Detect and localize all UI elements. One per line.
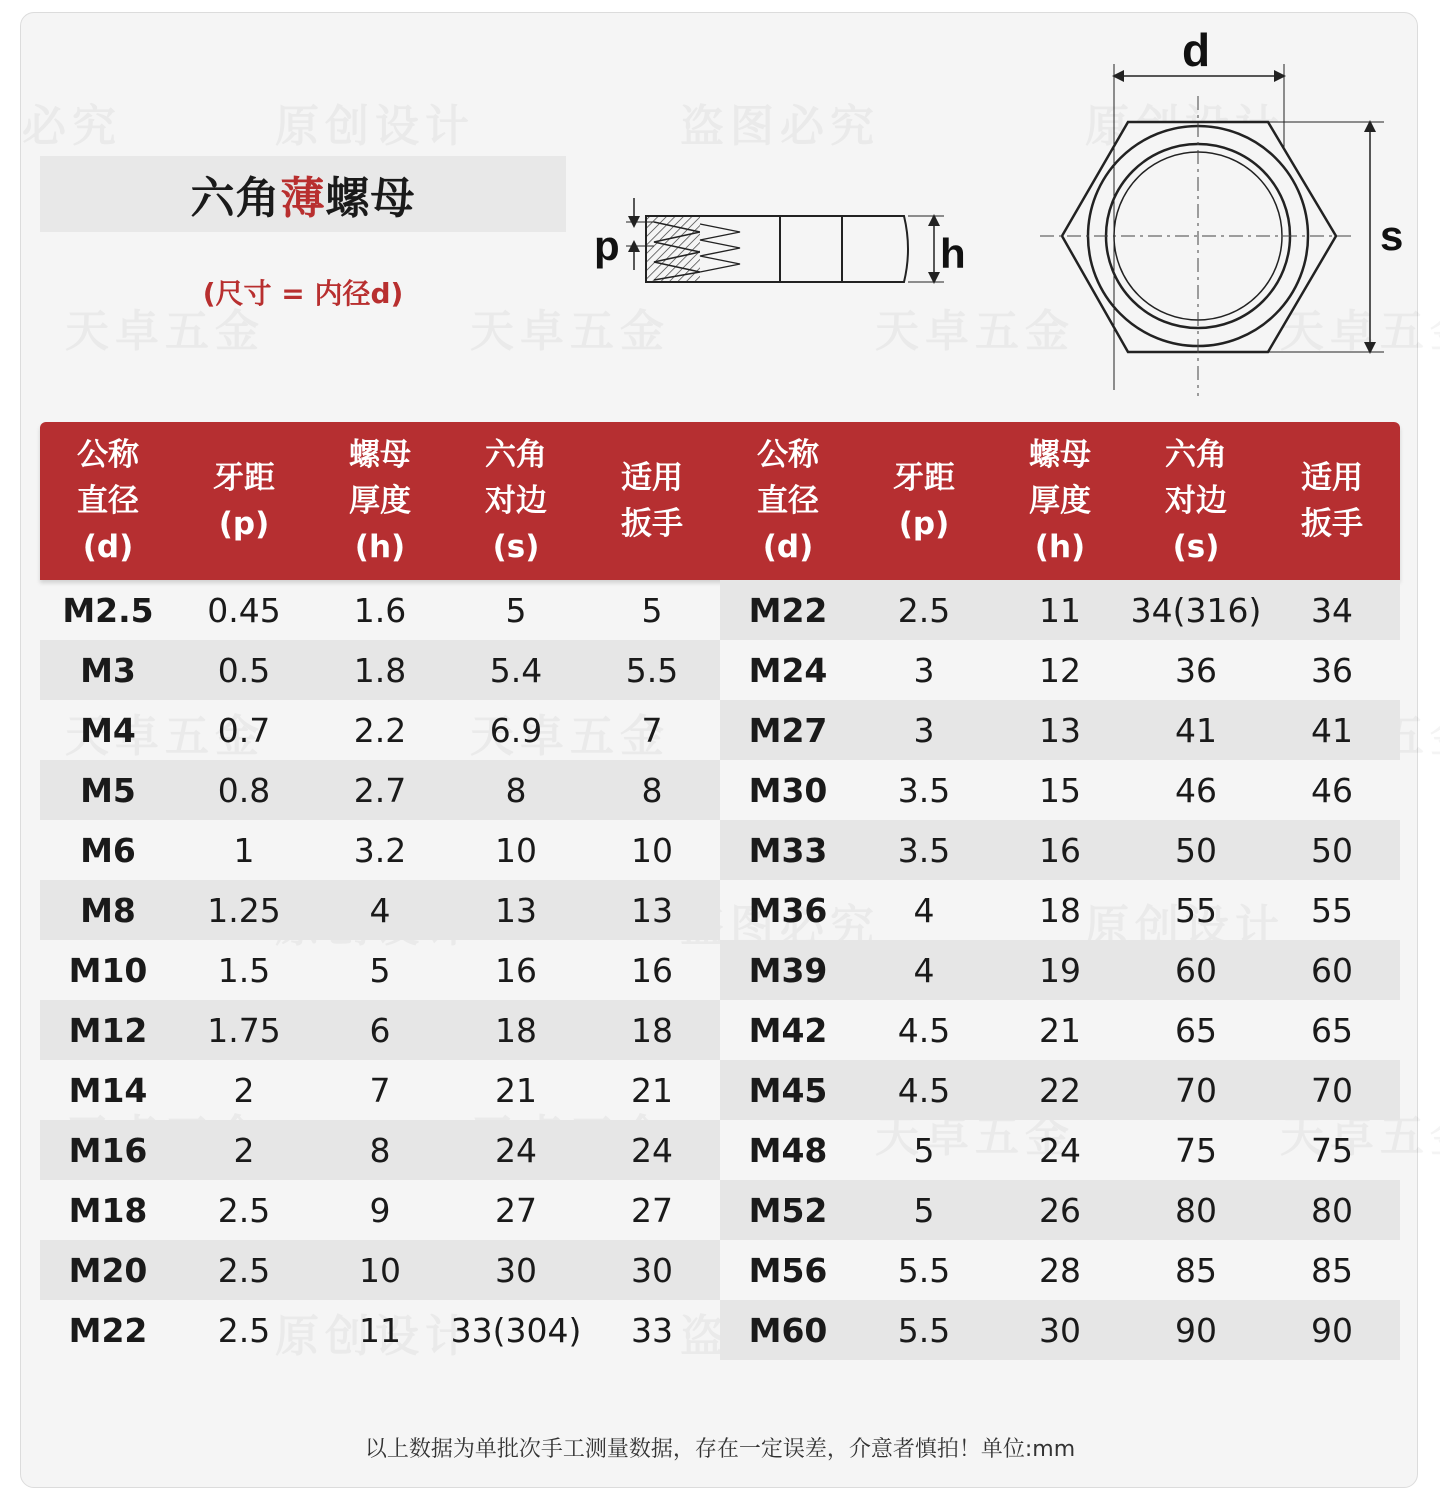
value-cell: 16 [631,950,673,990]
value-cell: 2 [233,1130,255,1170]
table-row [720,820,1400,880]
table-row [720,760,1400,820]
value-cell: 11 [359,1310,401,1350]
column-header: 适用 扳手 [621,460,683,542]
value-cell: 6.9 [489,710,543,750]
spec-cell: M45 [748,1070,828,1110]
value-cell: 50 [1175,830,1217,870]
value-cell: 12 [1039,650,1081,690]
table-row [40,820,720,880]
value-cell: 21 [495,1070,537,1110]
value-cell: 5.5 [897,1310,951,1350]
spec-cell: M2.5 [62,590,154,630]
value-cell: 10 [359,1250,401,1290]
spec-cell: M14 [68,1070,148,1110]
value-cell: 50 [1311,830,1353,870]
value-cell: 1.6 [353,590,407,630]
footer-note: 以上数据为单批次手工测量数据，存在一定误差，介意者慎拍！单位:mm [364,1437,1076,1462]
value-cell: 75 [1311,1130,1353,1170]
value-cell: 21 [631,1070,673,1110]
column-header: 六角 对边 (s) [485,437,547,565]
table-right-half [720,580,1400,1360]
table-row [40,940,720,1000]
label-d: d [1182,24,1211,76]
value-cell: 5 [369,950,391,990]
spec-cell: M33 [748,830,828,870]
value-cell: 80 [1311,1190,1353,1230]
value-cell: 5 [641,590,663,630]
page-subtitle: (尺寸 = 内径d) [202,277,404,310]
value-cell: 18 [631,1010,673,1050]
value-cell: 16 [495,950,537,990]
column-header: 牙距 (p) [893,460,955,542]
table-row [720,1060,1400,1120]
title-highlight: 薄 [280,173,326,224]
value-cell: 5.4 [489,650,543,690]
table-row [40,1120,720,1180]
spec-cell: M3 [80,650,136,690]
table-row [40,580,720,640]
value-cell: 8 [641,770,663,810]
value-cell: 24 [495,1130,537,1170]
spec-cell: M22 [748,590,828,630]
value-cell: 46 [1175,770,1217,810]
spec-cell: M42 [748,1010,828,1050]
value-cell: 3 [913,650,935,690]
spec-cell: M20 [68,1250,148,1290]
value-cell: 2.5 [217,1310,271,1350]
spec-cell: M22 [68,1310,148,1350]
spec-cell: M18 [68,1190,148,1230]
value-cell: 3 [913,710,935,750]
table-row [40,1300,720,1360]
spec-cell: M52 [748,1190,828,1230]
label-h: h [940,230,966,277]
value-cell: 5 [505,590,527,630]
value-cell: 2 [233,1070,255,1110]
title-part-2: 螺母 [325,173,416,224]
value-cell: 13 [1039,710,1081,750]
value-cell: 4 [369,890,391,930]
spec-cell: M60 [748,1310,828,1350]
value-cell: 24 [631,1130,673,1170]
table-row [40,880,720,940]
value-cell: 5 [913,1130,935,1170]
value-cell: 10 [495,830,537,870]
value-cell: 36 [1175,650,1217,690]
value-cell: 10 [631,830,673,870]
value-cell: 19 [1039,950,1081,990]
table-header [40,422,1400,580]
value-cell: 3.2 [353,830,407,870]
value-cell: 13 [495,890,537,930]
value-cell: 65 [1311,1010,1353,1050]
value-cell: 27 [495,1190,537,1230]
value-cell: 41 [1175,710,1217,750]
value-cell: 18 [495,1010,537,1050]
value-cell: 5 [913,1190,935,1230]
column-header: 螺母 厚度 (h) [1029,437,1091,565]
spec-cell: M30 [748,770,828,810]
value-cell: 2.5 [897,590,951,630]
spec-table [40,422,1400,1360]
value-cell: 30 [495,1250,537,1290]
value-cell: 30 [631,1250,673,1290]
value-cell: 15 [1039,770,1081,810]
table-row [720,940,1400,1000]
table-row [720,1120,1400,1180]
title-part-1: 六角 [190,173,281,224]
nut-diagram [0,0,1440,420]
spec-cell: M48 [748,1130,828,1170]
value-cell: 4 [913,950,935,990]
value-cell: 0.45 [207,590,281,630]
spec-cell: M6 [80,830,136,870]
value-cell: 2.5 [217,1190,271,1230]
table-row [40,1060,720,1120]
value-cell: 4.5 [897,1070,951,1110]
table-row [720,1300,1400,1360]
table-row [720,580,1400,640]
value-cell: 3.5 [897,830,951,870]
table-row [40,1180,720,1240]
value-cell: 46 [1311,770,1353,810]
value-cell: 1.75 [207,1010,281,1050]
value-cell: 41 [1311,710,1353,750]
value-cell: 8 [505,770,527,810]
column-header: 六角 对边 (s) [1165,437,1227,565]
value-cell: 70 [1175,1070,1217,1110]
value-cell: 75 [1175,1130,1217,1170]
value-cell: 60 [1175,950,1217,990]
value-cell: 27 [631,1190,673,1230]
value-cell: 7 [369,1070,391,1110]
table-row [40,700,720,760]
table-row [40,640,720,700]
value-cell: 28 [1039,1250,1081,1290]
value-cell: 21 [1039,1010,1081,1050]
value-cell: 30 [1039,1310,1081,1350]
value-cell: 55 [1175,890,1217,930]
value-cell: 5.5 [625,650,679,690]
value-cell: 4.5 [897,1010,951,1050]
value-cell: 1.8 [353,650,407,690]
table-row [720,640,1400,700]
value-cell: 22 [1039,1070,1081,1110]
value-cell: 55 [1311,890,1353,930]
value-cell: 1 [233,830,255,870]
value-cell: 1.25 [207,890,281,930]
value-cell: 70 [1311,1070,1353,1110]
table-row [720,700,1400,760]
value-cell: 90 [1311,1310,1353,1350]
spec-cell: M10 [68,950,148,990]
value-cell: 16 [1039,830,1081,870]
value-cell: 13 [631,890,673,930]
value-cell: 90 [1175,1310,1217,1350]
spec-cell: M4 [80,710,136,750]
value-cell: 65 [1175,1010,1217,1050]
value-cell: 9 [369,1190,391,1230]
value-cell: 26 [1039,1190,1081,1230]
value-cell: 0.7 [217,710,271,750]
table-row [40,1000,720,1060]
spec-cell: M16 [68,1130,148,1170]
value-cell: 6 [369,1010,391,1050]
table-left-half [40,580,720,1360]
side-view [594,198,966,282]
value-cell: 33 [631,1310,673,1350]
value-cell: 5.5 [897,1250,951,1290]
value-cell: 3.5 [897,770,951,810]
label-s: s [1380,212,1404,259]
value-cell: 0.5 [217,650,271,690]
spec-cell: M24 [748,650,828,690]
value-cell: 7 [641,710,663,750]
spec-cell: M8 [80,890,136,930]
value-cell: 85 [1175,1250,1217,1290]
label-p: p [594,222,620,269]
value-cell: 4 [913,890,935,930]
table-row [720,1000,1400,1060]
front-view [1040,24,1403,396]
column-header: 螺母 厚度 (h) [349,437,411,565]
value-cell: 24 [1039,1130,1081,1170]
value-cell: 1.5 [217,950,271,990]
table-row [720,880,1400,940]
value-cell: 34(316) [1130,590,1262,630]
value-cell: 33(304) [450,1310,582,1350]
value-cell: 2.7 [353,770,407,810]
value-cell: 2.5 [217,1250,271,1290]
spec-cell: M36 [748,890,828,930]
spec-cell: M27 [748,710,828,750]
spec-cell: M5 [80,770,136,810]
spec-cell: M56 [748,1250,828,1290]
table-row [720,1240,1400,1300]
column-header: 牙距 (p) [213,460,275,542]
table-row [720,1180,1400,1240]
value-cell: 8 [369,1130,391,1170]
value-cell: 34 [1311,590,1353,630]
value-cell: 85 [1311,1250,1353,1290]
value-cell: 0.8 [217,770,271,810]
column-header: 公称 直径 (d) [757,437,819,565]
value-cell: 11 [1039,590,1081,630]
value-cell: 80 [1175,1190,1217,1230]
table-row [40,760,720,820]
value-cell: 2.2 [353,710,407,750]
value-cell: 18 [1039,890,1081,930]
value-cell: 36 [1311,650,1353,690]
value-cell: 60 [1311,950,1353,990]
column-header: 公称 直径 (d) [77,437,139,565]
column-header: 适用 扳手 [1301,460,1363,542]
table-row [40,1240,720,1300]
spec-cell: M12 [68,1010,148,1050]
table-body [40,580,1400,1360]
spec-cell: M39 [748,950,828,990]
